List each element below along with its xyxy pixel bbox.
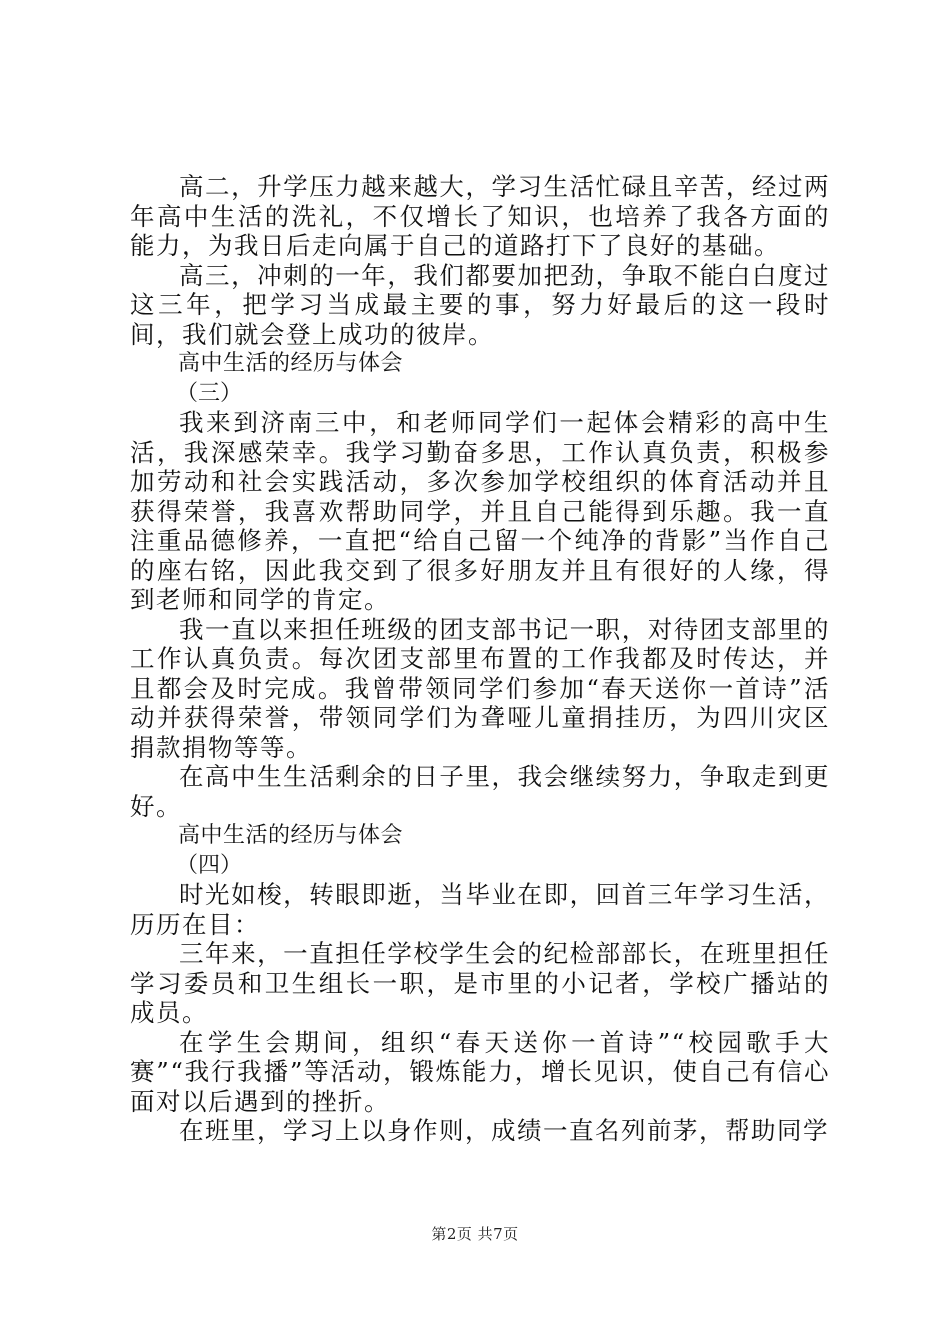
paragraph-remaining-days: 在高中生生活剩余的日子里，我会继续努力，争取走到更好。 — [130, 762, 830, 821]
paragraph-in-class: 在班里，学习上以身作则，成绩一直名列前茅，帮助同学 — [179, 1116, 829, 1145]
paragraph-grade-three: 高三，冲刺的一年，我们都要加把劲，争取不能白白度过这三年，把学习当成最主要的事，努力好最后的这一段时间，我们就会登上成功的彼岸。 — [130, 260, 830, 349]
section-title: 高中生活的经历与体会 — [178, 351, 404, 376]
section-number: （三） — [176, 380, 243, 406]
document-body — [130, 172, 830, 1146]
paragraph-student-union: 在学生会期间，组织“春天送你一首诗”“校园歌手大赛”“我行我播”等活动，锻炼能力，增长见识，使自己有信心面对以后遇到的挫折。 — [130, 1027, 830, 1116]
paragraph-league-secretary: 我一直以来担任班级的团支部书记一职，对待团支部里的工作认真负责。每次团支部里布置的工作我都及时传达，并且都会及时完成。我曾带领同学们参加“春天送你一首诗”活动并获得荣誉，带领同学们为聋哑儿童捐挂历，为四川灾区捐款捐物等等。 — [130, 614, 830, 762]
paragraph-time-flies: 时光如梭，转眼即逝，当毕业在即，回首三年学习生活，历历在目： — [130, 880, 830, 939]
section-number: （四） — [176, 852, 243, 878]
paragraph-three-years: 三年来，一直担任学校学生会的纪检部部长，在班里担任学习委员和卫生组长一职，是市里的小记者，学校广播站的成员。 — [130, 939, 830, 1027]
paragraph-school-life: 我来到济南三中，和老师同学们一起体会精彩的高中生活，我深感荣幸。我学习勤奋多思，工作认真负责，积极参加劳动和社会实践活动，多次参加学校组织的体育活动并且获得荣誉，我喜欢帮助同学，并且自己能得到乐趣。我一直注重品德修养，一直把“给自己留一个纯净的背影”当作自己的座右铭，因此我交到了很多好朋友并且有很好的人缘，得到老师和同学的肯定。 — [130, 408, 830, 614]
paragraph-grade-two: 高二，升学压力越来越大，学习生活忙碌且辛苦，经过两年高中生活的洗礼，不仅增长了知识，也培养了我各方面的能力，为我日后走向属于自己的道路打下了良好的基础。 — [130, 172, 830, 260]
section-title: 高中生活的经历与体会 — [178, 823, 404, 848]
page-number: 第2页 共7页 — [431, 1225, 519, 1243]
